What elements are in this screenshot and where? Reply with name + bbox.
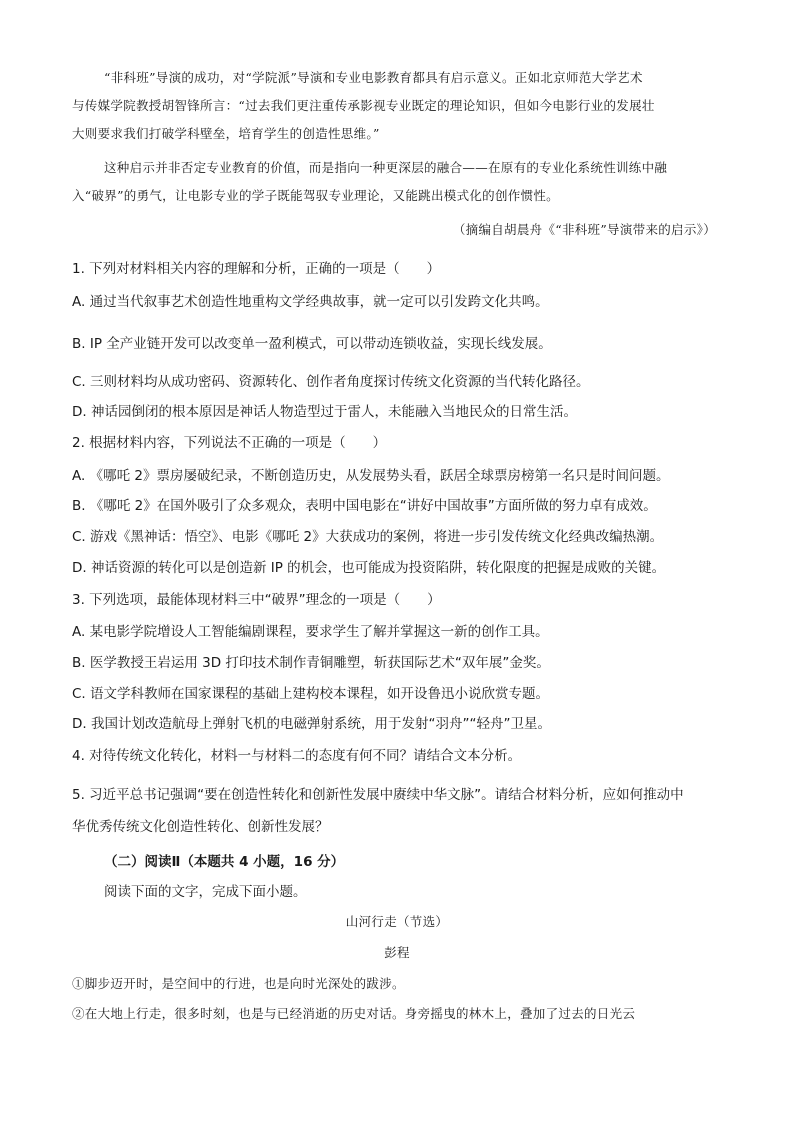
article-paragraph: ②在大地上行走，很多时刻，也是与已经消逝的历史对话。身旁摇曳的林木上，叠加了过去的日光云 bbox=[72, 1006, 636, 1021]
question-stem: 2. 根据材料内容，下列说法不正确的一项是（ ） bbox=[72, 435, 387, 451]
material-line: 入“破界”的勇气，让电影专业的学子既能驾驭专业理论，又能跳出模式化的创作惯性。 bbox=[72, 188, 559, 203]
material-line: “非科班”导演的成功，对“学院派”导演和专业电影教育都具有启示意义。正如北京师范大学艺术 bbox=[104, 70, 643, 85]
question-option: D. 神话园倒闭的根本原因是神话人物造型过于雷人，未能融入当地民众的日常生活。 bbox=[72, 404, 577, 420]
question-option: C. 三则材料均从成功密码、资源转化、创作者角度探讨传统文化资源的当代转化路径。 bbox=[72, 374, 590, 390]
material-source: （摘编自胡晨舟《“非科班”导演带来的启示》） bbox=[452, 222, 716, 237]
section-instruction: 阅读下面的文字，完成下面小题。 bbox=[104, 884, 307, 900]
article-author: 彭程 bbox=[384, 945, 410, 960]
question-option: B. 《哪吒 2》在国外吸引了众多观众，表明中国电影在“讲好中国故事”方面所做的努力卓有成效。 bbox=[72, 498, 657, 514]
question-stem: 5. 习近平总书记强调“要在创造性转化和创新性发展中赓续中华文脉”。请结合材料分析，应如何推动中 bbox=[72, 787, 684, 803]
question-option: A. 某电影学院增设人工智能编剧课程，要求学生了解并掌握这一新的创作工具。 bbox=[72, 624, 549, 640]
question-option: D. 我国计划改造航母上弹射飞机的电磁弹射系统，用于发射“羽舟”“轻舟”卫星。 bbox=[72, 716, 551, 732]
question-option: B. IP 全产业链开发可以改变单一盈利模式，可以带动连锁收益，实现长线发展。 bbox=[72, 336, 552, 352]
question-option: D. 神话资源的转化可以是创造新 IP 的机会，也可能成为投资陷阱，转化限度的把握是成败的关键。 bbox=[72, 560, 666, 576]
question-stem: 华优秀传统文化创造性转化、创新性发展？ bbox=[72, 819, 329, 835]
question-stem: 3. 下列选项，最能体现材料三中“破界”理念的一项是（ ） bbox=[72, 592, 441, 608]
question-option: A. 通过当代叙事艺术创造性地重构文学经典故事，就一定可以引发跨文化共鸣。 bbox=[72, 294, 549, 310]
article-title: 山河行走（节选） bbox=[345, 914, 449, 929]
material-line: 大则要求我们打破学科壁垒，培育学生的创造性思维。” bbox=[72, 126, 380, 141]
material-line: 这种启示并非否定专业教育的价值，而是指向一种更深层的融合——在原有的专业化系统性训练中融 bbox=[104, 160, 668, 175]
section-heading: （二）阅读Ⅱ（本题共 4 小题，16 分） bbox=[104, 854, 345, 870]
question-stem: 1. 下列对材料相关内容的理解和分析，正确的一项是（ ） bbox=[72, 261, 441, 277]
article-paragraph: ①脚步迈开时，是空间中的行进，也是向时光深处的跋涉。 bbox=[72, 976, 405, 991]
question-option: C. 语文学科教师在国家课程的基础上建构校本课程，如开设鲁迅小说欣赏专题。 bbox=[72, 686, 550, 702]
question-option: C. 游戏《黑神话：悟空》、电影《哪吒 2》大获成功的案例，将进一步引发传统文化经典改编热潮。 bbox=[72, 529, 664, 545]
question-option: A. 《哪吒 2》票房屡破纪录，不断创造历史，从发展势头看，跃居全球票房榜第一名只是时间问题。 bbox=[72, 468, 670, 484]
question-stem: 4. 对待传统文化转化，材料一与材料二的态度有何不同？请结合文本分析。 bbox=[72, 748, 522, 764]
material-line: 与传媒学院教授胡智锋所言：“过去我们更注重传承影视专业既定的理论知识，但如今电影行业的发展壮 bbox=[72, 98, 655, 113]
question-option: B. 医学教授王岩运用 3D 打印技术制作青铜雕塑，斩获国际艺术“双年展”金奖。 bbox=[72, 655, 550, 671]
